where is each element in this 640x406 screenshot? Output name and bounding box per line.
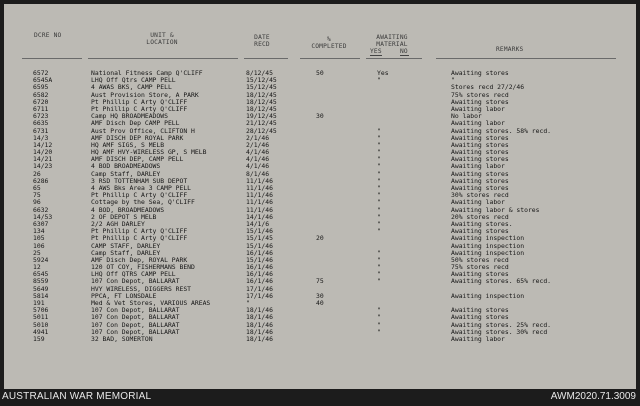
header-pct-line1: % xyxy=(327,36,331,43)
header-divider xyxy=(366,58,422,59)
row-remarks: Awaiting labor & stores xyxy=(451,205,540,214)
header-divider xyxy=(244,58,288,59)
row-date-recd: 4/1/46 xyxy=(246,155,270,164)
document-page xyxy=(4,4,636,389)
row-dcre-no: 6582 xyxy=(33,90,49,99)
row-unit-location: Aust Provision Store, A PARK xyxy=(91,90,199,99)
row-date-recd: 18/1/46 xyxy=(246,313,273,322)
row-date-recd: 14/1/46 xyxy=(246,212,273,221)
row-awaiting-material: " xyxy=(377,313,381,322)
row-unit-location: AMF DISCH DEP ROYAL PARK xyxy=(91,133,184,142)
row-pct-completed: 75 xyxy=(316,277,324,286)
row-awaiting-material: " xyxy=(377,306,381,315)
row-dcre-no: 134 xyxy=(33,227,45,236)
row-date-recd: 18/12/45 xyxy=(246,104,277,113)
row-date-recd: 2/1/46 xyxy=(246,140,270,149)
row-dcre-no: 5011 xyxy=(33,313,49,322)
row-dcre-no: 96 xyxy=(33,198,41,207)
row-awaiting-material: " xyxy=(377,277,381,286)
row-remarks: Stores recd 27/2/46 xyxy=(451,83,525,92)
header-divider xyxy=(300,58,360,59)
row-remarks: Awaiting stores. 25% recd. xyxy=(451,320,552,329)
row-unit-location: HQ AMF SIGS, S MELB xyxy=(91,140,165,149)
row-unit-location: 2/2 AGH DARLEY xyxy=(91,219,145,228)
row-date-recd: 15/12/45 xyxy=(246,76,277,85)
row-dcre-no: 6545A xyxy=(33,76,53,85)
row-unit-location: 4 BOD BROADMEADOWS xyxy=(91,162,161,171)
row-dcre-no: 26 xyxy=(33,169,41,178)
row-dcre-no: 14/12 xyxy=(33,140,53,149)
row-dcre-no: 6307 xyxy=(33,219,49,228)
row-awaiting-material: " xyxy=(377,191,381,200)
row-remarks: Awaiting stores. 65% recd. xyxy=(451,277,552,286)
row-remarks: Awaiting stores. xyxy=(451,219,513,228)
row-awaiting-material: " xyxy=(377,198,381,207)
row-dcre-no: 5814 xyxy=(33,291,49,300)
archive-name: AUSTRALIAN WAR MEMORIAL xyxy=(2,391,152,402)
row-date-recd: 16/1/46 xyxy=(246,248,273,257)
row-dcre-no: 106 xyxy=(33,241,45,250)
row-pct-completed: 30 xyxy=(316,291,324,300)
row-awaiting-material: " xyxy=(377,320,381,329)
row-date-recd: 18/1/46 xyxy=(246,320,273,329)
row-unit-location: 107 Con Depot, BALLARAT xyxy=(91,313,180,322)
row-dcre-no: 5924 xyxy=(33,255,49,264)
row-dcre-no: 25 xyxy=(33,248,41,257)
row-unit-location: Aust Prov Office, CLIFTON H xyxy=(91,126,195,135)
row-dcre-no: 191 xyxy=(33,299,45,307)
row-remarks: Awaiting labor xyxy=(451,334,505,343)
row-unit-location: PPCA, FT LONSDALE xyxy=(91,291,157,300)
row-dcre-no: 4941 xyxy=(33,327,49,336)
row-date-recd: 19/12/45 xyxy=(246,112,277,121)
row-date-recd: 11/1/46 xyxy=(246,198,273,207)
row-unit-location: Pt Phillip C Arty Q'CLIFF xyxy=(91,104,188,113)
row-unit-location: Pt Phillip C Arty Q'CLIFF xyxy=(91,227,188,236)
row-date-recd: 15/1/46 xyxy=(246,241,273,250)
row-awaiting-material: " xyxy=(377,270,381,279)
header-divider xyxy=(436,58,616,59)
register-rows xyxy=(4,70,636,343)
row-remarks: No labor xyxy=(451,112,482,121)
row-remarks: 20% stores recd xyxy=(451,212,509,221)
header-divider xyxy=(88,58,238,59)
row-unit-location: AMF Disch Dep CAMP PELL xyxy=(91,119,180,128)
row-awaiting-material: " xyxy=(377,76,381,85)
row-remarks: " xyxy=(451,76,455,85)
row-dcre-no: 14/20 xyxy=(33,148,53,157)
row-dcre-no: 6572 xyxy=(33,69,49,77)
row-remarks: Awaiting labor xyxy=(451,198,505,207)
row-remarks: Awaiting stores xyxy=(451,133,509,142)
row-unit-location: HQ AMF HVY-WIRELESS GP, S MELB xyxy=(91,148,207,157)
row-remarks: Awaiting stores xyxy=(451,184,509,192)
row-unit-location: 107 Con Depot, BALLARAT xyxy=(91,320,180,329)
row-awaiting-material: Yes xyxy=(377,69,389,77)
row-date-recd: 4/1/46 xyxy=(246,162,270,171)
row-dcre-no: 14/53 xyxy=(33,212,53,221)
row-dcre-no: 105 xyxy=(33,234,45,243)
row-date-recd: 18/1/46 xyxy=(246,306,273,315)
row-pct-completed: 20 xyxy=(316,234,324,243)
row-dcre-no: 75 xyxy=(33,191,41,200)
row-unit-location: 107 Con Depot, BALLARAT xyxy=(91,327,180,336)
row-awaiting-material: " xyxy=(377,255,381,264)
row-awaiting-material: " xyxy=(377,263,381,272)
row-dcre-no: 5010 xyxy=(33,320,49,329)
row-date-recd: 2/1/46 xyxy=(246,133,270,142)
row-unit-location: AMF Disch Dep, ROYAL PARK xyxy=(91,255,188,264)
header-no: NO xyxy=(400,48,408,55)
row-remarks: Awaiting stores xyxy=(451,148,509,157)
row-dcre-no: 6720 xyxy=(33,97,49,106)
row-awaiting-material: " xyxy=(377,176,381,185)
archive-reference: AWM2020.71.3009 xyxy=(550,391,636,402)
row-unit-location: 107 Con Depot, BALLARAT xyxy=(91,306,180,315)
row-remarks: 30% stores recd xyxy=(451,191,509,200)
row-date-recd: 8/12/45 xyxy=(246,69,273,77)
row-remarks: Awaiting labor xyxy=(451,104,505,113)
row-remarks: Awaiting inspection xyxy=(451,234,525,243)
row-date-recd: 17/1/46 xyxy=(246,291,273,300)
row-date-recd: 15/1/45 xyxy=(246,234,273,243)
row-unit-location: Cottage by the Sea, Q'CLIFF xyxy=(91,198,195,207)
header-unit-line1: UNIT & xyxy=(150,32,174,39)
row-date-recd: 4/1/46 xyxy=(246,148,270,157)
row-dcre-no: 6723 xyxy=(33,112,49,121)
row-date-recd: 11/1/46 xyxy=(246,176,273,185)
row-unit-location: Pt Phillip C Arty Q'CLIFF xyxy=(91,234,188,243)
row-remarks: 75% stores recd xyxy=(451,263,509,272)
row-unit-location: 107 Con Depot, BALLARAT xyxy=(91,277,180,286)
row-awaiting-material: " xyxy=(377,162,381,171)
row-date-recd: 14/1/6 xyxy=(246,219,270,228)
header-unit-line2: LOCATION xyxy=(146,39,178,46)
row-date-recd: 15/1/46 xyxy=(246,255,273,264)
row-dcre-no: 159 xyxy=(33,334,45,343)
row-dcre-no: 5649 xyxy=(33,284,49,293)
row-awaiting-material: " xyxy=(377,212,381,221)
row-remarks: Awaiting labor xyxy=(451,162,505,171)
row-date-recd: 18/1/46 xyxy=(246,334,273,343)
row-pct-completed: 40 xyxy=(316,299,324,307)
row-remarks: 50% stores recd xyxy=(451,255,509,264)
row-awaiting-material: " xyxy=(377,155,381,164)
row-remarks: Awaiting stores xyxy=(451,169,509,178)
row-dcre-no: 5706 xyxy=(33,306,49,315)
row-date-recd: 16/1/46 xyxy=(246,270,273,279)
row-unit-location: HVY WIRELESS, DIGGERS REST xyxy=(91,284,192,293)
row-remarks: Awaiting stores xyxy=(451,97,509,106)
header-dcre-no: DCRE NO xyxy=(34,32,62,39)
header-awaiting-line1: AWAITING xyxy=(376,34,408,41)
row-unit-location: 4 AWAS BKS, CAMP PELL xyxy=(91,83,172,92)
row-dcre-no: 6632 xyxy=(33,205,49,214)
row-date-recd: 11/1/46 xyxy=(246,205,273,214)
row-awaiting-material: " xyxy=(377,248,381,257)
row-remarks: Awaiting stores xyxy=(451,155,509,164)
header-no-underline xyxy=(400,55,409,56)
header-yes: YES xyxy=(370,48,382,55)
row-date-recd: 15/1/46 xyxy=(246,227,273,236)
row-unit-location: LHQ Off Qtrs CAMP PELL xyxy=(91,76,176,85)
row-unit-location: 120 OT COY, FISHERMANS BEND xyxy=(91,263,195,272)
row-date-recd: 28/12/45 xyxy=(246,126,277,135)
row-date-recd: 16/1/46 xyxy=(246,263,273,272)
row-dcre-no: 8559 xyxy=(33,277,49,286)
row-awaiting-material: " xyxy=(377,327,381,336)
row-remarks: Awaiting inspection xyxy=(451,291,525,300)
row-dcre-no: 6286 xyxy=(33,176,49,185)
row-unit-location: Camp Staff, DARLEY xyxy=(91,248,161,257)
row-unit-location: 3 RSD TOTTENHAM SUB DEPOT xyxy=(91,176,188,185)
row-date-recd: 15/12/45 xyxy=(246,83,277,92)
row-remarks: Awaiting stores xyxy=(451,306,509,315)
row-remarks: Awaiting stores xyxy=(451,140,509,149)
archive-footer xyxy=(0,389,640,406)
row-dcre-no: 12 xyxy=(33,263,41,272)
row-remarks: Awaiting stores xyxy=(451,176,509,185)
row-date-recd: 18/1/46 xyxy=(246,327,273,336)
row-dcre-no: 14/23 xyxy=(33,162,53,171)
row-unit-location: Med & Vet Stores, VARIOUS AREAS xyxy=(91,299,211,307)
row-date-recd: 17/1/46 xyxy=(246,284,273,293)
row-unit-location: 2 OF DEPOT S MELB xyxy=(91,212,157,221)
row-dcre-no: 6595 xyxy=(33,83,49,92)
row-awaiting-material: " xyxy=(377,169,381,178)
row-date-recd: 11/1/46 xyxy=(246,191,273,200)
row-unit-location: 4 AWS Bks Area 3 CAMP PELL xyxy=(91,184,192,192)
table-row xyxy=(4,336,636,343)
row-remarks: Awaiting labor xyxy=(451,119,505,128)
row-remarks: Awaiting stores. 58% recd. xyxy=(451,126,552,135)
row-unit-location: National Fitness Camp Q'CLIFF xyxy=(91,69,203,77)
row-dcre-no: 6731 xyxy=(33,126,49,135)
row-dcre-no: 6635 xyxy=(33,119,49,128)
row-awaiting-material: " xyxy=(377,205,381,214)
row-unit-location: CAMP STAFF, DARLEY xyxy=(91,241,161,250)
row-remarks: Awaiting stores xyxy=(451,227,509,236)
row-awaiting-material: " xyxy=(377,184,381,192)
row-date-recd: 21/12/45 xyxy=(246,119,277,128)
row-dcre-no: 14/3 xyxy=(33,133,49,142)
header-yes-underline xyxy=(370,55,382,56)
header-divider xyxy=(22,58,82,59)
row-awaiting-material: " xyxy=(377,133,381,142)
row-date-recd: 18/12/45 xyxy=(246,97,277,106)
row-awaiting-material: " xyxy=(377,227,381,236)
row-date-recd: 11/1/46 xyxy=(246,184,273,192)
row-date-recd: 8/1/46 xyxy=(246,169,270,178)
row-remarks: Awaiting inspection xyxy=(451,241,525,250)
row-awaiting-material: " xyxy=(377,126,381,135)
row-awaiting-material: " xyxy=(377,140,381,149)
header-remarks: REMARKS xyxy=(496,46,524,53)
row-pct-completed: 50 xyxy=(316,69,324,77)
row-dcre-no: 6711 xyxy=(33,104,49,113)
row-dcre-no: 14/21 xyxy=(33,155,53,164)
row-remarks: Awaiting stores xyxy=(451,313,509,322)
header-date-line1: DATE xyxy=(254,34,270,41)
header-date-line2: RECD xyxy=(254,41,270,48)
row-date-recd: 18/12/45 xyxy=(246,90,277,99)
row-date-recd: " xyxy=(246,299,250,307)
row-unit-location: Pt Phillip C Arty Q'CLIFF xyxy=(91,191,188,200)
row-date-recd: 16/1/46 xyxy=(246,277,273,286)
row-unit-location: 32 BAD, SOMERTON xyxy=(91,334,153,343)
row-unit-location: 4 BOD, BROADMEADOWS xyxy=(91,205,165,214)
row-awaiting-material: " xyxy=(377,219,381,228)
row-remarks: Awaiting stores. 30% recd xyxy=(451,327,548,336)
row-dcre-no: 65 xyxy=(33,184,41,192)
row-unit-location: Pt Phillip C Arty Q'CLIFF xyxy=(91,97,188,106)
header-awaiting-line2: MATERIAL xyxy=(376,41,408,48)
row-unit-location: Camp Staff, DARLEY xyxy=(91,169,161,178)
row-awaiting-material: " xyxy=(377,148,381,157)
row-unit-location: LHQ Off QTRS CAMP PELL xyxy=(91,270,176,279)
row-remarks: Awaiting stores xyxy=(451,69,509,77)
row-remarks: Awaiting stores xyxy=(451,270,509,279)
row-unit-location: AMF DISCH DEP, CAMP PELL xyxy=(91,155,184,164)
row-unit-location: Camp HQ BROADMEADOWS xyxy=(91,112,168,121)
row-dcre-no: 6545 xyxy=(33,270,49,279)
row-remarks: Awaiting inspection xyxy=(451,248,525,257)
row-pct-completed: 30 xyxy=(316,112,324,121)
row-remarks: 75% stores recd xyxy=(451,90,509,99)
header-pct-line2: COMPLETED xyxy=(311,43,347,50)
